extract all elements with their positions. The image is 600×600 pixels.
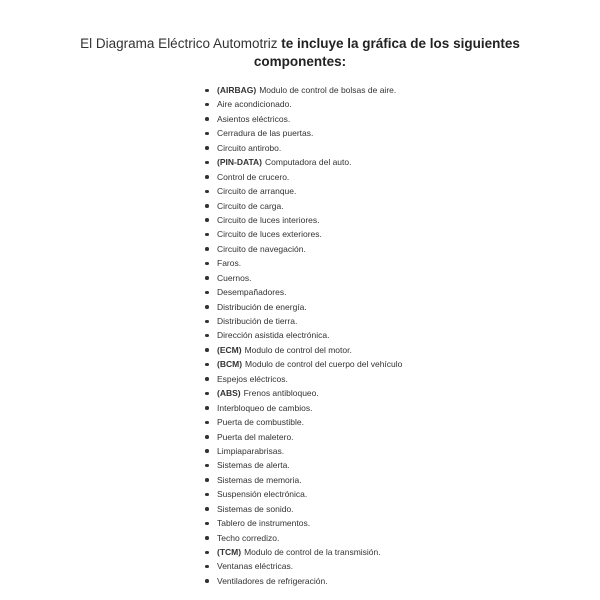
component-label: Circuito de navegación. [217, 243, 306, 254]
bullet-icon [205, 421, 209, 425]
component-label: Sistemas de sonido. [217, 503, 294, 514]
component-label: Circuito antirobo. [217, 142, 282, 153]
component-label: Interbloqueo de cambios. [217, 402, 313, 413]
component-label: Ventiladores de refrigeración. [217, 575, 328, 586]
bullet-icon [205, 305, 209, 309]
component-code: (BCM) [217, 359, 243, 370]
bullet-icon [205, 320, 209, 324]
bullet-icon [205, 161, 209, 165]
component-label: Frenos antibloqueo. [243, 388, 319, 399]
list-item [205, 444, 402, 458]
list-item [205, 473, 402, 487]
bullet-icon [205, 247, 209, 251]
bullet-icon [205, 262, 209, 266]
component-label: Sistemas de alerta. [217, 460, 290, 471]
bullet-icon [205, 406, 209, 410]
bullet-icon [205, 190, 209, 194]
list-item [205, 502, 402, 516]
list-item [205, 285, 402, 299]
list-item [205, 271, 402, 285]
list-item [205, 97, 402, 111]
bullet-icon [205, 579, 209, 583]
component-code: (PIN-DATA) [217, 157, 263, 168]
list-item [205, 83, 402, 97]
list-item [205, 545, 402, 559]
bullet-icon [205, 449, 209, 453]
component-label: Faros. [217, 258, 242, 269]
bullet-icon [205, 377, 209, 381]
list-item [205, 487, 402, 501]
component-label: Puerta de combustible. [217, 417, 304, 428]
component-label: Circuito de arranque. [217, 186, 297, 197]
component-label: Espejos eléctricos. [217, 373, 288, 384]
list-item [205, 256, 402, 270]
list-item [205, 314, 402, 328]
bullet-icon [205, 551, 209, 555]
bullet-icon [205, 334, 209, 338]
component-label: Modulo de control de la transmisión. [244, 547, 381, 557]
list-item [205, 170, 402, 184]
list-item [205, 141, 402, 155]
component-label: Modulo de control del motor. [244, 344, 352, 355]
bullet-icon [205, 291, 209, 295]
list-item [205, 112, 402, 126]
bullet-icon [205, 392, 209, 396]
component-label: Control de crucero. [217, 171, 290, 182]
component-label: Cerradura de las puertas. [217, 128, 314, 139]
list-item [205, 415, 402, 429]
bullet-icon [205, 276, 209, 280]
component-label: Distribución de energía. [217, 301, 307, 312]
component-label: Puerta del maletero. [217, 431, 294, 442]
list-item [205, 531, 402, 545]
list-item [205, 213, 402, 227]
component-label: Aire acondicionado. [217, 99, 292, 110]
bullet-icon [205, 478, 209, 482]
bullet-icon [205, 464, 209, 468]
bullet-icon [205, 522, 209, 526]
list-item [205, 401, 402, 415]
page-heading [60, 35, 540, 71]
component-label: Modulo de control del cuerpo del vehículo [245, 359, 403, 370]
bullet-icon [205, 146, 209, 150]
component-label: Dirección asistida electrónica. [217, 330, 330, 341]
bullet-icon [205, 233, 209, 237]
component-label: Cuernos. [217, 272, 252, 283]
component-label: Circuito de luces interiores. [217, 214, 320, 225]
bullet-icon [205, 132, 209, 136]
component-label: Suspensión electrónica. [217, 489, 308, 500]
bullet-icon [205, 507, 209, 511]
component-label: Tablero de instrumentos. [217, 518, 311, 529]
bullet-icon [205, 565, 209, 569]
component-code: (TCM) [217, 547, 242, 557]
list-item [205, 300, 402, 314]
component-label: Limpiaparabrisas. [217, 445, 285, 456]
bullet-icon [205, 493, 209, 497]
list-item [205, 227, 402, 241]
heading-emphasis: te incluye la gráfica de los siguientes componentes: [253, 36, 520, 69]
bullet-icon [205, 348, 209, 352]
heading-intro: El Diagrama Eléctrico Automotriz [80, 36, 278, 51]
list-item [205, 199, 402, 213]
list-item [205, 372, 402, 386]
bullet-icon [205, 89, 209, 93]
component-label: Ventanas eléctricas. [217, 561, 294, 572]
bullet-icon [205, 435, 209, 439]
list-item [205, 184, 402, 198]
component-label: Computadora del auto. [265, 157, 352, 168]
list-item [205, 430, 402, 444]
list-item [205, 357, 402, 371]
component-code: (AIRBAG) [217, 85, 257, 95]
component-code: (ABS) [217, 388, 241, 399]
component-list [205, 83, 402, 588]
list-item [205, 458, 402, 472]
component-label: Desempañadores. [217, 287, 287, 298]
list-item [205, 155, 402, 169]
bullet-icon [205, 536, 209, 540]
component-label: Distribución de tierra. [217, 316, 298, 326]
list-item [205, 343, 402, 357]
list-item [205, 242, 402, 256]
component-label: Circuito de carga. [217, 200, 284, 211]
list-item [205, 559, 402, 573]
component-label: Modulo de control de bolsas de aire. [259, 85, 397, 95]
list-item [205, 574, 402, 588]
list-item [205, 126, 402, 140]
component-label: Circuito de luces exteriores. [217, 229, 322, 240]
component-label: Techo corredizo. [217, 532, 280, 543]
bullet-icon [205, 103, 209, 107]
component-label: Asientos eléctricos. [217, 113, 291, 124]
list-item [205, 386, 402, 400]
list-item [205, 328, 402, 342]
bullet-icon [205, 218, 209, 222]
component-label: Sistemas de memoria. [217, 474, 302, 485]
bullet-icon [205, 363, 209, 367]
list-item [205, 516, 402, 530]
bullet-icon [205, 175, 209, 179]
bullet-icon [205, 117, 209, 121]
bullet-icon [205, 204, 209, 208]
component-code: (ECM) [217, 344, 242, 355]
